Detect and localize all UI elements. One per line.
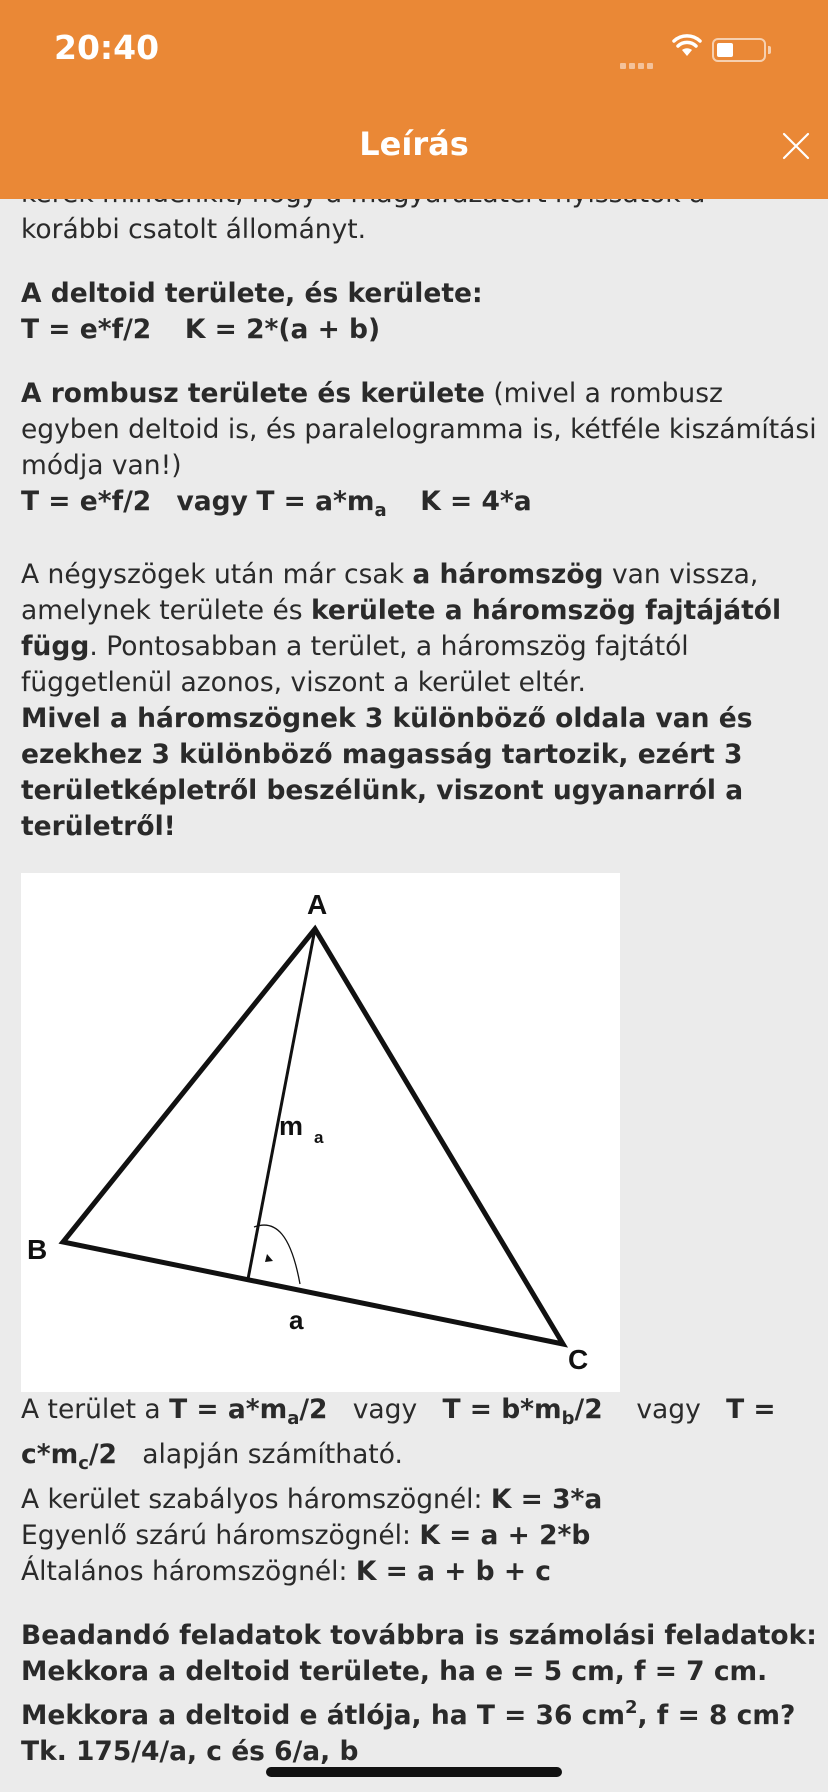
perimeter-formula-2: K = a + 2*b: [419, 1520, 591, 1551]
deltoid-section: [21, 276, 821, 348]
area-formula-1-sub: a: [287, 1408, 300, 1429]
perimeter-formula-3: K = a + b + c: [355, 1556, 551, 1587]
triangle-intro: [21, 557, 821, 701]
wifi-icon: [672, 34, 702, 58]
height-line: [248, 929, 315, 1279]
triangle-intro-t5: . Pontosabban a terület, a háromszög fajtától függetlenül azonos, viszont a kerület eltér.: [21, 631, 689, 698]
perimeter-label-1: A kerület szabályos háromszögnél:: [21, 1484, 491, 1515]
label-A: A: [307, 889, 328, 920]
area-text: [21, 1392, 821, 1590]
label-m-sub: a: [314, 1128, 324, 1147]
homework-task-3: Tk. 175/4/a, c és 6/a, b: [21, 1736, 359, 1767]
homework-section: [21, 1618, 821, 1770]
homework-task-1: Mekkora a deltoid területe, ha e = 5 cm, f = 7 cm.: [21, 1656, 768, 1687]
area-formula-2-end: /2: [574, 1394, 603, 1425]
homework-task-2-sup: 2: [624, 1697, 638, 1718]
nav-header: [0, 0, 828, 199]
perimeter-label-3: Általános háromszögnél:: [21, 1556, 356, 1587]
triangle-intro-t2: a háromszög: [412, 559, 604, 590]
battery-icon: [712, 38, 766, 62]
rombusz-connector: vagy: [176, 486, 248, 517]
area-formula-1-end: /2: [299, 1394, 328, 1425]
triangle-intro-t4: kerülete a háromszög fajtájától függ: [21, 595, 782, 662]
area-or-1: vagy: [352, 1394, 418, 1425]
triangle-intro-t1: A négyszögek után már csak: [21, 559, 413, 590]
label-side-a: a: [289, 1305, 304, 1335]
label-m: m: [279, 1111, 304, 1141]
triangle-intro-t3: van vissza, amelynek területe és: [21, 559, 759, 626]
label-B: B: [27, 1234, 48, 1265]
area-or-2: vagy: [636, 1394, 701, 1425]
right-angle-dot: [265, 1254, 273, 1262]
close-icon[interactable]: [780, 130, 812, 162]
rombusz-formula-1: T = e*f/2: [21, 486, 152, 517]
right-angle-mark: [254, 1225, 300, 1284]
rombusz-formula-2: T = a*m: [256, 486, 375, 517]
area-formula-2-sub: b: [561, 1408, 575, 1429]
area-formula-3-end: /2: [88, 1439, 117, 1470]
area-formula-1: T = a*m: [169, 1394, 288, 1425]
triangle-shape: [63, 929, 563, 1344]
triangle-diagram: [21, 873, 620, 1392]
area-suffix: alapján számítható.: [142, 1439, 403, 1470]
status-time: 20:40: [54, 28, 160, 67]
triangle-bold-paragraph: [21, 701, 821, 845]
area-formula-3-sub: c: [78, 1453, 89, 1474]
signal-icon: [620, 54, 656, 73]
rombusz-heading: A rombusz területe és kerülete: [21, 378, 485, 409]
area-formula-3: T = c*m: [21, 1394, 776, 1470]
area-formula-2: T = b*m: [442, 1394, 562, 1425]
home-indicator[interactable]: [266, 1767, 562, 1777]
homework-task-2: Mekkora a deltoid e átlója, ha T = 36 cm: [21, 1700, 625, 1731]
page-title: Leírás: [359, 125, 469, 163]
description-content: [21, 176, 821, 1770]
perimeter-label-2: Egyenlő szárú háromszögnél:: [21, 1520, 420, 1551]
triangle-figure: [21, 873, 620, 1392]
rombusz-perimeter-formula: K = 4*a: [420, 486, 532, 517]
deltoid-area-formula: T = e*f/2: [21, 314, 152, 345]
rombusz-formula-2-sub: a: [374, 500, 387, 521]
area-prefix: A terület a: [21, 1394, 170, 1425]
homework-heading: Beadandó feladatok továbbra is számolási feladatok:: [21, 1620, 817, 1651]
deltoid-heading: A deltoid területe, és kerülete:: [21, 278, 483, 309]
label-C: C: [568, 1344, 589, 1375]
rombusz-note: (mivel a rombusz egyben deltoid is, és paralelogramma is, kétféle kiszámítási módja van!): [21, 378, 817, 481]
perimeter-formula-1: K = 3*a: [490, 1484, 603, 1515]
triangle-bold-text: Mivel a háromszögnek 3 különböző oldala van és ezekhez 3 különböző magasság tartozik, ezért 3 területképletről beszélünk, viszont ugyanarról a területről!: [21, 703, 753, 842]
deltoid-perimeter-formula: K = 2*(a + b): [184, 314, 381, 345]
homework-task-2-end: , f = 8 cm?: [637, 1700, 796, 1731]
rombusz-section: [21, 376, 821, 529]
status-icons: [620, 34, 800, 64]
intro-line-2: korábbi csatolt állományt.: [21, 214, 367, 245]
